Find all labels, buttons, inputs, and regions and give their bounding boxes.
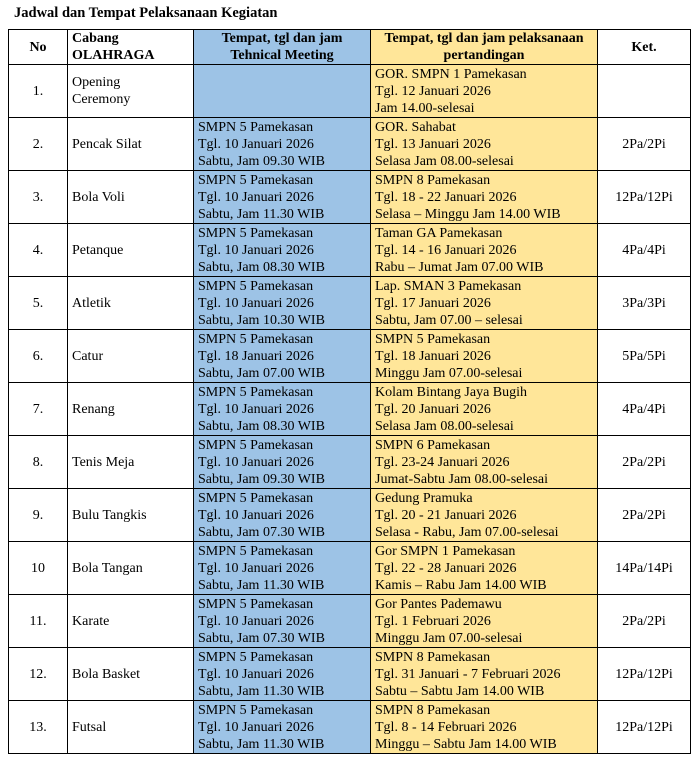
competition-cell bbox=[371, 277, 598, 330]
table-row bbox=[9, 542, 691, 595]
sport-name-line: Ceremony bbox=[72, 92, 131, 107]
technical-meeting-line: Sabtu, Jam 07.30 WIB bbox=[198, 524, 325, 540]
header-ket: Ket. bbox=[598, 30, 691, 65]
sport-name bbox=[68, 224, 194, 277]
competition-line: Kolam Bintang Jaya Bugih bbox=[375, 384, 528, 400]
technical-meeting-line: Sabtu, Jam 11.30 WIB bbox=[198, 683, 325, 699]
row-number: 4. bbox=[9, 224, 68, 277]
row-number: 13. bbox=[9, 701, 68, 754]
competition-line: SMPN 6 Pamekasan bbox=[375, 437, 491, 453]
sport-name bbox=[68, 542, 194, 595]
technical-meeting-line: Tgl. 10 Januari 2026 bbox=[198, 560, 314, 576]
technical-meeting-line: SMPN 5 Pamekasan bbox=[198, 596, 314, 612]
competition-line: Jam 14.00-selesai bbox=[375, 100, 475, 116]
technical-meeting-line: Tgl. 10 Januari 2026 bbox=[198, 613, 314, 629]
sport-name bbox=[68, 595, 194, 648]
ket-cell: 2Pa/2Pi bbox=[598, 118, 691, 171]
sport-name bbox=[68, 436, 194, 489]
competition-line: Tgl. 20 Januari 2026 bbox=[375, 401, 491, 417]
sport-name bbox=[68, 277, 194, 330]
row-number: 5. bbox=[9, 277, 68, 330]
row-number: 6. bbox=[9, 330, 68, 383]
ket-cell bbox=[598, 65, 691, 118]
competition-line: Rabu – Jumat Jam 07.00 WIB bbox=[375, 259, 544, 275]
competition-line: Tgl. 8 - 14 Februari 2026 bbox=[375, 719, 517, 735]
technical-meeting-line: Sabtu, Jam 09.30 WIB bbox=[198, 153, 325, 169]
competition-line: Sabtu – Sabtu Jam 14.00 WIB bbox=[375, 683, 545, 699]
technical-meeting-line: Tgl. 18 Januari 2026 bbox=[198, 348, 314, 364]
technical-meeting-line: Sabtu, Jam 07.00 WIB bbox=[198, 365, 325, 381]
row-number: 8. bbox=[9, 436, 68, 489]
sport-name-line: Tenis Meja bbox=[72, 454, 135, 470]
technical-meeting-line: SMPN 5 Pamekasan bbox=[198, 649, 314, 665]
technical-meeting-cell bbox=[194, 330, 371, 383]
competition-line: Sabtu, Jam 07.00 – selesai bbox=[375, 312, 523, 328]
sport-name-line: Atletik bbox=[72, 295, 111, 311]
sport-name bbox=[68, 171, 194, 224]
technical-meeting-cell bbox=[194, 171, 371, 224]
competition-line: Lap. SMAN 3 Pamekasan bbox=[375, 278, 522, 294]
table-row bbox=[9, 65, 691, 118]
row-number: 3. bbox=[9, 171, 68, 224]
technical-meeting-line: Sabtu, Jam 11.30 WIB bbox=[198, 577, 325, 593]
competition-line: Gedung Pramuka bbox=[375, 490, 473, 506]
table-row bbox=[9, 118, 691, 171]
sport-name bbox=[68, 489, 194, 542]
competition-line: Tgl. 20 - 21 Januari 2026 bbox=[375, 507, 517, 523]
ket-cell: 12Pa/12Pi bbox=[598, 171, 691, 224]
competition-line: Selasa Jam 08.00-selesai bbox=[375, 418, 514, 434]
competition-line: Kamis – Rabu Jam 14.00 WIB bbox=[375, 577, 547, 593]
competition-line: SMPN 8 Pamekasan bbox=[375, 702, 491, 718]
competition-line: Minggu Jam 07.00-selesai bbox=[375, 630, 523, 646]
technical-meeting-line: Tgl. 10 Januari 2026 bbox=[198, 401, 314, 417]
competition-cell bbox=[371, 595, 598, 648]
header-tm-line2: Tehnical Meeting bbox=[230, 48, 334, 63]
competition-cell bbox=[371, 118, 598, 171]
sport-name-line: Opening bbox=[72, 75, 121, 90]
ket-cell: 12Pa/12Pi bbox=[598, 648, 691, 701]
competition-cell bbox=[371, 383, 598, 436]
sport-name-line: Renang bbox=[72, 401, 115, 417]
technical-meeting-line: Tgl. 10 Januari 2026 bbox=[198, 242, 314, 258]
sport-name-line: Bola Voli bbox=[72, 189, 125, 205]
competition-line: Tgl. 12 Januari 2026 bbox=[375, 83, 491, 99]
ket-cell: 3Pa/3Pi bbox=[598, 277, 691, 330]
sport-name-line: Pencak Silat bbox=[72, 136, 142, 152]
technical-meeting-line: Tgl. 10 Januari 2026 bbox=[198, 136, 314, 152]
competition-line: Tgl. 13 Januari 2026 bbox=[375, 136, 491, 152]
technical-meeting-line: SMPN 5 Pamekasan bbox=[198, 331, 314, 347]
competition-line: GOR. Sahabat bbox=[375, 119, 456, 135]
header-pertandingan bbox=[371, 30, 598, 65]
ket-cell: 4Pa/4Pi bbox=[598, 224, 691, 277]
technical-meeting-line: Sabtu, Jam 07.30 WIB bbox=[198, 630, 325, 646]
sport-name-line: Catur bbox=[72, 348, 104, 364]
competition-line: GOR. SMPN 1 Pamekasan bbox=[375, 66, 527, 82]
technical-meeting-cell bbox=[194, 701, 371, 754]
table-row bbox=[9, 701, 691, 754]
table-row bbox=[9, 224, 691, 277]
sport-name-line: Bola Basket bbox=[72, 666, 141, 682]
technical-meeting-line: SMPN 5 Pamekasan bbox=[198, 437, 314, 453]
row-number: 11. bbox=[9, 595, 68, 648]
ket-cell: 2Pa/2Pi bbox=[598, 489, 691, 542]
sport-name-line: Karate bbox=[72, 613, 110, 629]
competition-line: SMPN 5 Pamekasan bbox=[375, 331, 491, 347]
technical-meeting-line: Tgl. 10 Januari 2026 bbox=[198, 719, 314, 735]
row-number: 7. bbox=[9, 383, 68, 436]
sport-name bbox=[68, 383, 194, 436]
competition-cell bbox=[371, 648, 598, 701]
competition-line: Taman GA Pamekasan bbox=[375, 225, 503, 241]
competition-line: Selasa - Rabu, Jam 07.00-selesai bbox=[375, 524, 559, 540]
technical-meeting-line: Sabtu, Jam 09.30 WIB bbox=[198, 471, 325, 487]
competition-line: Tgl. 23-24 Januari 2026 bbox=[375, 454, 510, 470]
competition-line: Tgl. 17 Januari 2026 bbox=[375, 295, 491, 311]
table-row bbox=[9, 383, 691, 436]
technical-meeting-line: Sabtu, Jam 11.30 WIB bbox=[198, 206, 325, 222]
technical-meeting-cell bbox=[194, 542, 371, 595]
table-row bbox=[9, 595, 691, 648]
header-cabang bbox=[68, 30, 194, 65]
competition-line: SMPN 8 Pamekasan bbox=[375, 649, 491, 665]
ket-cell: 2Pa/2Pi bbox=[598, 595, 691, 648]
row-number: 10 bbox=[9, 542, 68, 595]
ket-cell: 5Pa/5Pi bbox=[598, 330, 691, 383]
schedule-table bbox=[8, 29, 691, 754]
competition-line: Minggu – Sabtu Jam 14.00 WIB bbox=[375, 736, 557, 752]
technical-meeting-cell bbox=[194, 383, 371, 436]
technical-meeting-line: SMPN 5 Pamekasan bbox=[198, 172, 314, 188]
table-row bbox=[9, 330, 691, 383]
technical-meeting-line: SMPN 5 Pamekasan bbox=[198, 278, 314, 294]
competition-cell bbox=[371, 542, 598, 595]
technical-meeting-cell bbox=[194, 118, 371, 171]
competition-cell bbox=[371, 701, 598, 754]
technical-meeting-cell bbox=[194, 489, 371, 542]
row-number: 9. bbox=[9, 489, 68, 542]
competition-line: Minggu Jam 07.00-selesai bbox=[375, 365, 523, 381]
header-pt-line2: pertandingan bbox=[443, 48, 525, 63]
technical-meeting-line: Tgl. 10 Januari 2026 bbox=[198, 189, 314, 205]
header-no: No bbox=[9, 30, 68, 65]
technical-meeting-cell bbox=[194, 648, 371, 701]
sport-name bbox=[68, 118, 194, 171]
technical-meeting-line: SMPN 5 Pamekasan bbox=[198, 543, 314, 559]
competition-cell bbox=[371, 489, 598, 542]
competition-line: Gor SMPN 1 Pamekasan bbox=[375, 543, 516, 559]
ket-cell: 2Pa/2Pi bbox=[598, 436, 691, 489]
competition-line: Jumat-Sabtu Jam 08.00-selesai bbox=[375, 471, 549, 487]
technical-meeting-line: SMPN 5 Pamekasan bbox=[198, 119, 314, 135]
competition-line: Gor Pantes Pademawu bbox=[375, 596, 502, 612]
row-number: 2. bbox=[9, 118, 68, 171]
row-number: 12. bbox=[9, 648, 68, 701]
ket-cell: 14Pa/14Pi bbox=[598, 542, 691, 595]
competition-cell bbox=[371, 224, 598, 277]
table-row bbox=[9, 648, 691, 701]
table-row bbox=[9, 171, 691, 224]
row-number: 1. bbox=[9, 65, 68, 118]
competition-line: Tgl. 14 - 16 Januari 2026 bbox=[375, 242, 517, 258]
competition-cell bbox=[371, 171, 598, 224]
header-cabang-line2: OLAHRAGA bbox=[72, 48, 155, 63]
competition-cell bbox=[371, 436, 598, 489]
sport-name-line: Bola Tangan bbox=[72, 560, 143, 576]
sport-name bbox=[68, 65, 194, 118]
technical-meeting-line: Tgl. 10 Januari 2026 bbox=[198, 666, 314, 682]
document-title: Jadwal dan Tempat Pelaksanaan Kegiatan bbox=[14, 5, 278, 21]
competition-line: Tgl. 22 - 28 Januari 2026 bbox=[375, 560, 517, 576]
header-tm-line1: Tempat, tgl dan jam bbox=[221, 31, 343, 46]
technical-meeting-line: Sabtu, Jam 08.30 WIB bbox=[198, 259, 325, 275]
technical-meeting-line: Sabtu, Jam 10.30 WIB bbox=[198, 312, 325, 328]
ket-cell: 12Pa/12Pi bbox=[598, 701, 691, 754]
technical-meeting-line: Sabtu, Jam 11.30 WIB bbox=[198, 736, 325, 752]
sport-name-line: Petanque bbox=[72, 242, 124, 258]
technical-meeting-cell bbox=[194, 277, 371, 330]
table-body bbox=[9, 65, 691, 754]
technical-meeting-cell bbox=[194, 65, 371, 118]
competition-cell bbox=[371, 330, 598, 383]
header-pt-line1: Tempat, tgl dan jam pelaksanaan bbox=[384, 31, 584, 46]
technical-meeting-line: Tgl. 10 Januari 2026 bbox=[198, 507, 314, 523]
technical-meeting-line: SMPN 5 Pamekasan bbox=[198, 490, 314, 506]
technical-meeting-cell bbox=[194, 224, 371, 277]
technical-meeting-line: SMPN 5 Pamekasan bbox=[198, 702, 314, 718]
table-row bbox=[9, 436, 691, 489]
header-cabang-line1: Cabang bbox=[72, 31, 119, 46]
technical-meeting-line: Tgl. 10 Januari 2026 bbox=[198, 454, 314, 470]
competition-line: Tgl. 31 Januari - 7 Februari 2026 bbox=[375, 666, 561, 682]
sport-name-line: Futsal bbox=[72, 719, 107, 735]
header-technical-meeting bbox=[194, 30, 371, 65]
sport-name bbox=[68, 648, 194, 701]
sport-name-line: Bulu Tangkis bbox=[72, 507, 147, 523]
technical-meeting-cell bbox=[194, 436, 371, 489]
competition-line: Tgl. 18 Januari 2026 bbox=[375, 348, 491, 364]
ket-cell: 4Pa/4Pi bbox=[598, 383, 691, 436]
competition-cell bbox=[371, 65, 598, 118]
technical-meeting-line: Tgl. 10 Januari 2026 bbox=[198, 295, 314, 311]
competition-line: Selasa Jam 08.00-selesai bbox=[375, 153, 514, 169]
sport-name bbox=[68, 701, 194, 754]
competition-line: Tgl. 18 - 22 Januari 2026 bbox=[375, 189, 517, 205]
technical-meeting-line: Sabtu, Jam 08.30 WIB bbox=[198, 418, 325, 434]
competition-line: Tgl. 1 Februari 2026 bbox=[375, 613, 491, 629]
sport-name bbox=[68, 330, 194, 383]
competition-line: Selasa – Minggu Jam 14.00 WIB bbox=[375, 206, 561, 222]
technical-meeting-cell bbox=[194, 595, 371, 648]
table-row bbox=[9, 277, 691, 330]
table-row bbox=[9, 489, 691, 542]
competition-line: SMPN 8 Pamekasan bbox=[375, 172, 491, 188]
technical-meeting-line: SMPN 5 Pamekasan bbox=[198, 225, 314, 241]
technical-meeting-line: SMPN 5 Pamekasan bbox=[198, 384, 314, 400]
table-header-row bbox=[9, 30, 691, 65]
